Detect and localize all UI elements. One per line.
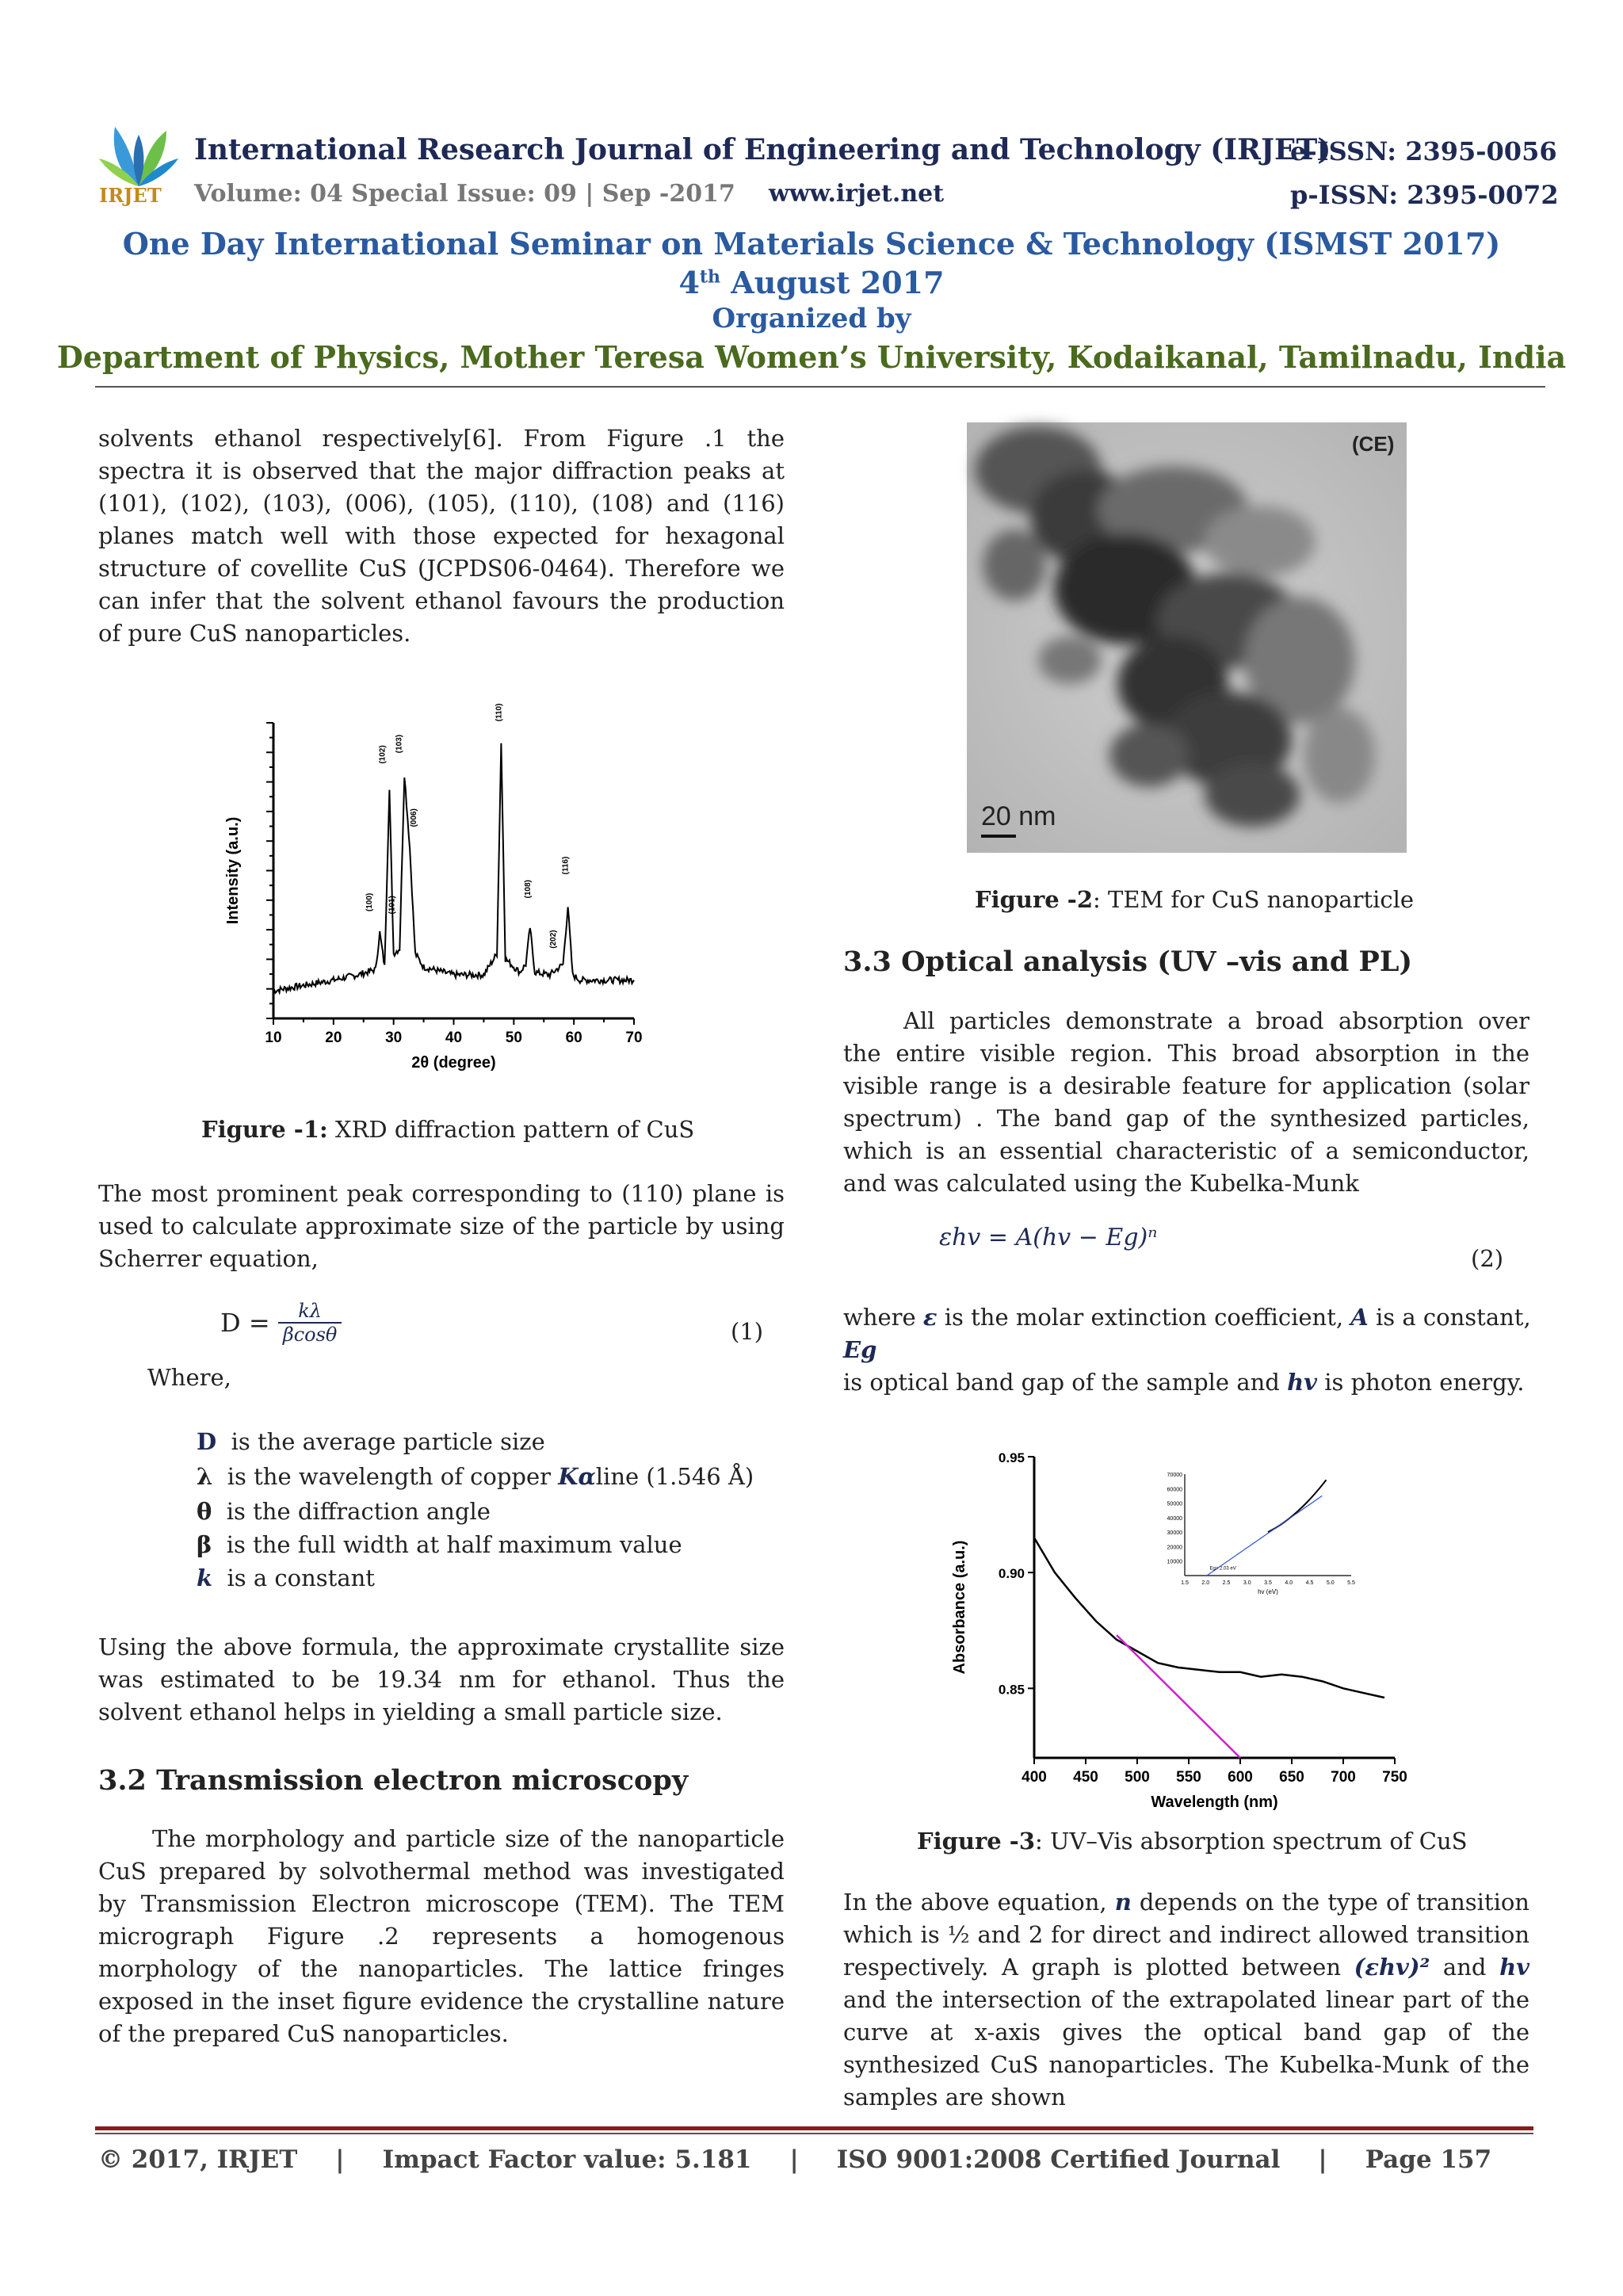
xrd-x-tick-label: 10: [265, 1030, 282, 1046]
uv-y-tick-label: 0.95: [998, 1450, 1025, 1465]
paragraph-crystallite: Using the above formula, the approximate crystallite size was estimated to be 19.34 nm for ethanol. Thus the solvent ethanol helps in yielding a small particle size.: [98, 1633, 785, 1725]
uv-inset-x-tick-label: 5.0: [1326, 1580, 1335, 1586]
equation-2: εhv = A(hv − Eg)ⁿ: [939, 1224, 1158, 1251]
def-beta: β is the full width at half maximum value: [197, 1531, 682, 1558]
uv-x-tick-label: 750: [1382, 1769, 1407, 1786]
uv-y-label: Absorbance (a.u.): [951, 1540, 968, 1675]
paragraph-where-2: where ε is the molar extinction coefficient, A is a constant, Eg is optical band gap of the sample and hv is photon energy.: [843, 1304, 1531, 1396]
xrd-peak-label: (006): [410, 808, 419, 827]
uv-x-tick-label: 500: [1125, 1769, 1150, 1786]
organized-by: Organized by: [712, 303, 911, 334]
equation-1-number: (1): [731, 1318, 764, 1345]
footer-impact: Impact Factor value: 5.181: [382, 2145, 752, 2174]
xrd-chart-svg: [214, 703, 658, 1086]
eq1-denominator: βcosθ: [282, 1324, 338, 1346]
xrd-peak-label: (103): [395, 734, 404, 754]
journal-title: International Research Journal of Engineering and Technology (IRJET): [194, 133, 1331, 166]
xrd-peak-label: (102): [378, 745, 388, 764]
tem-scale-bar: [981, 835, 1016, 838]
journal-logo: [95, 119, 182, 210]
paragraph-optical: All particles demonstrate a broad absorption over the entire visible region. This broad absorption in the visible range is a desirable feature for application (solar spectrum) . The band gap of the synthesized particles, which is an essential characteristic of a semiconductor, and was calculated using the Kubelka-Munk: [843, 1007, 1529, 1197]
seminar-title: One Day International Seminar on Materials Science & Technology (ISMST 2017): [122, 226, 1501, 262]
paragraph-xrd: solvents ethanol respectively[6]. From Figure .1 the spectra it is observed that the major diffraction peaks at (101), (102), (103), (006), (105), (110), (108) and (116) planes match well with those expected for hexagonal structure of covellite CuS (JCPDS06-0464). Therefore we can infer that the solvent ethanol favours the production of pure CuS nanoparticles.: [98, 425, 785, 647]
uv-inset-x-tick-label: 4.0: [1285, 1580, 1293, 1586]
uv-inset-x-tick-label: 2.0: [1201, 1580, 1210, 1586]
uv-extrapolation-line: [1117, 1635, 1240, 1758]
uv-inset-y-tick-label: 50000: [1167, 1501, 1182, 1507]
uv-inset-x-label: hv (eV): [1258, 1588, 1278, 1595]
xrd-series-line: [273, 743, 634, 993]
footer-copyright: © 2017, IRJET: [98, 2145, 298, 2174]
paragraph-scherrer: The most prominent peak corresponding to (110) plane is used to calculate approximate size of the particle by using Scherrer equation,: [98, 1180, 785, 1272]
logo-text: IRJET: [99, 184, 162, 207]
tem-scale-label: 20 nm: [981, 801, 1056, 831]
figure-2-caption: Figure -2: TEM for CuS nanoparticle: [975, 886, 1415, 913]
uv-inset-x-tick-label: 2.5: [1222, 1580, 1231, 1586]
def-k: k is a constant: [197, 1564, 375, 1591]
uv-inset-annotation: Eg= 2.03 eV: [1209, 1566, 1236, 1572]
uv-inset-y-tick-label: 30000: [1167, 1530, 1182, 1537]
uv-inset-x-tick-label: 1.5: [1181, 1580, 1189, 1586]
tem-micrograph: [967, 422, 1407, 853]
tem-image: [967, 422, 1407, 853]
department: Department of Physics, Mother Teresa Women’s University, Kodaikanal, Tamilnadu, India: [56, 339, 1567, 375]
volume-info: Volume: 04 Special Issue: 09 | Sep -2017: [194, 180, 735, 208]
xrd-x-tick-label: 40: [445, 1030, 463, 1046]
footer: © 2017, IRJET | Impact Factor value: 5.181 | ISO 9001:2008 Certified Journal | Page 157: [98, 2145, 1492, 2174]
xrd-chart: [214, 703, 658, 1086]
uv-x-tick-label: 550: [1176, 1769, 1201, 1786]
uv-inset-x-tick-label: 3.0: [1243, 1580, 1251, 1586]
xrd-peak-label: (101): [388, 896, 397, 915]
equation-2-number: (2): [1471, 1245, 1504, 1272]
xrd-peak-label: (202): [549, 930, 559, 949]
xrd-x-tick-label: 60: [565, 1030, 582, 1046]
uvvis-chart: [947, 1442, 1415, 1815]
uvvis-chart-svg: [947, 1442, 1415, 1815]
uv-inset-y-tick-label: 20000: [1167, 1545, 1182, 1551]
uv-absorbance-line: [1034, 1538, 1384, 1698]
footer-bar: [95, 2126, 1533, 2130]
uv-inset-curve: [1268, 1480, 1327, 1532]
def-lambda: λ is the wavelength of copper Kαline (1.546 Å): [197, 1463, 754, 1490]
where-label: Where,: [147, 1364, 231, 1391]
footer-page: Page 157: [1365, 2145, 1492, 2174]
xrd-x-tick-label: 20: [325, 1030, 342, 1046]
xrd-x-label: 2θ (degree): [411, 1054, 496, 1072]
paragraph-transition: In the above equation, n depends on the type of transition which is ½ and 2 for direct and indirect allowed transition respectively. A graph is plotted between (εhv)² and hv and the intersection of the extrapolated linear part of the curve at x-axis gives the optical band gap of the synthesized CuS nanoparticles. The Kubelka-Munk of the samples are shown: [843, 1889, 1530, 2111]
uv-inset-x-tick-label: 4.5: [1305, 1580, 1314, 1586]
uv-x-tick-label: 600: [1228, 1769, 1253, 1786]
uv-x-tick-label: 650: [1279, 1769, 1304, 1786]
xrd-peak-label: (100): [365, 892, 375, 912]
uv-y-tick-label: 0.90: [998, 1566, 1025, 1582]
paragraph-tem: The morphology and particle size of the nanoparticle CuS prepared by solvothermal method was investigated by Transmission Electron microscope (TEM). The TEM micrograph Figure .2 represents a homogenous morphology of the nanoparticles. The lattice fringes exposed in the inset figure evidence the crystalline nature of the prepared CuS nanoparticles.: [98, 1825, 785, 2047]
uv-inset-y-tick-label: 70000: [1167, 1473, 1182, 1478]
equation-1: [220, 1300, 342, 1346]
uv-x-tick-label: 450: [1073, 1769, 1098, 1786]
uv-inset-x-tick-label: 3.5: [1264, 1580, 1272, 1586]
footer-rule: [95, 2133, 1533, 2134]
pissn: p-ISSN: 2395-0072: [1290, 180, 1559, 210]
section-3-2-heading: 3.2 Transmission electron microscopy: [98, 1764, 689, 1797]
footer-iso: ISO 9001:2008 Certified Journal: [836, 2145, 1281, 2174]
xrd-x-tick-label: 30: [385, 1030, 403, 1046]
website-link[interactable]: www.irjet.net: [769, 180, 945, 208]
header-divider: [95, 386, 1545, 388]
uv-inset-y-tick-label: 40000: [1167, 1515, 1182, 1522]
eq1-numerator: kλ: [278, 1300, 342, 1324]
uv-inset-y-tick-label: 10000: [1167, 1559, 1182, 1565]
uv-inset-fit-line: [1207, 1496, 1322, 1576]
uv-x-label: Wavelength (nm): [1151, 1794, 1278, 1811]
tem-tag: (CE): [1352, 432, 1395, 456]
uv-inset-y-tick-label: 60000: [1167, 1487, 1182, 1493]
eissn: e-ISSN: 2395-0056: [1290, 136, 1557, 166]
eq1-lhs: D =: [220, 1308, 270, 1338]
seminar-date: 4th August 2017: [678, 265, 945, 300]
xrd-x-tick-label: 50: [505, 1030, 522, 1046]
section-3-3-heading: 3.3 Optical analysis (UV –vis and PL): [843, 946, 1413, 978]
uv-y-tick-label: 0.85: [998, 1682, 1025, 1698]
uv-x-tick-label: 700: [1331, 1769, 1356, 1786]
xrd-peak-label: (110): [495, 703, 504, 722]
xrd-peak-label: (116): [561, 856, 571, 875]
uv-x-tick-label: 400: [1022, 1769, 1047, 1786]
xrd-x-tick-label: 70: [625, 1030, 643, 1046]
def-theta: θ is the diffraction angle: [197, 1498, 491, 1525]
xrd-peak-label: (108): [523, 880, 533, 899]
uv-inset-x-tick-label: 5.5: [1347, 1580, 1355, 1586]
figure-1-caption: Figure -1: XRD diffraction pattern of CuS: [201, 1116, 695, 1143]
def-d: D is the average particle size: [197, 1428, 545, 1455]
xrd-y-label: Intensity (a.u.): [224, 816, 242, 925]
figure-3-caption: Figure -3: UV–Vis absorption spectrum of CuS: [917, 1828, 1468, 1855]
